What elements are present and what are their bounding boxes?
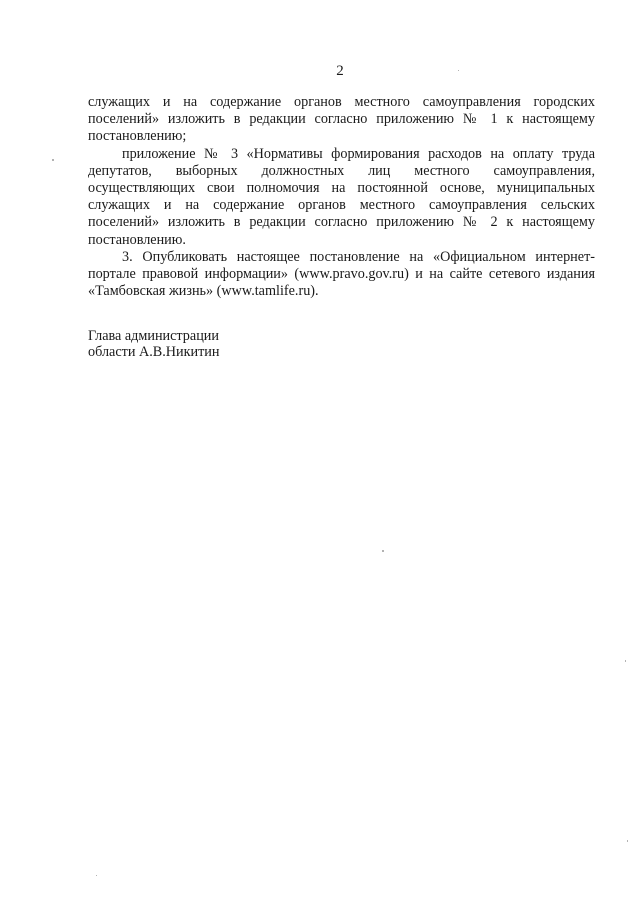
paragraph-publish: 3. Опубликовать настоящее постановление на «Официальном интернет-портале правовой информации» (www.pravo.gov.ru) и на сайте сетевого издания «Тамбовская жизнь» (www.tamlife.ru). [88,248,595,300]
scan-speck [96,875,97,876]
paragraph-appendix-3: приложение № 3 «Нормативы формирования расходов на оплату труда депутатов, выборных должностных лиц местного самоуправления, осуществляющих свои полномочия на постоянной основе, муниципальных служащих и на содержание органов местного самоуправления сельских поселений» изложить в редакции согласно приложению № 2 к настоящему постановлению. [88,145,595,248]
scan-speck [625,660,626,662]
scan-speck [627,840,628,842]
scan-speck [52,159,54,161]
scan-speck [382,550,384,552]
signature-block [88,329,219,360]
document-body [88,94,595,300]
paragraph-continuation: служащих и на содержание органов местного самоуправления городских поселений» изложить в редакции согласно приложению № 1 к настоящему постановлению; [88,94,595,145]
signature-title: Глава администрации [88,328,219,344]
signature-name: области А.В.Никитин [88,343,220,360]
scan-speck [458,70,459,71]
page-number: 2 [336,63,344,79]
